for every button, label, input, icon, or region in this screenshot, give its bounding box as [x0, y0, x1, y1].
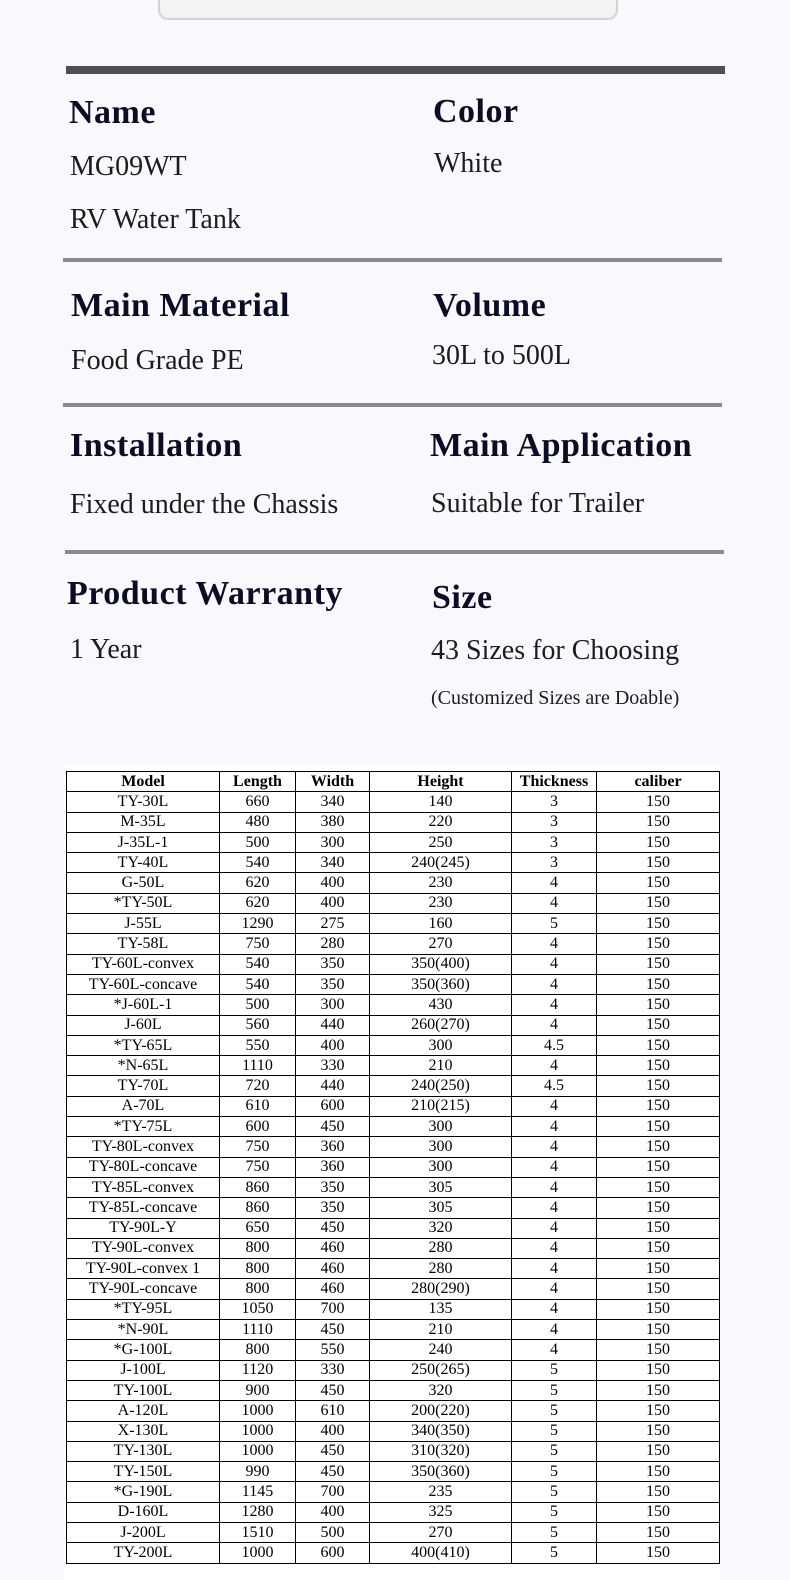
cell-height: 240(245): [370, 853, 512, 873]
column-header-height: Height: [370, 772, 512, 792]
cell-width: 275: [296, 914, 370, 934]
cell-caliber: 150: [597, 812, 720, 832]
cell-height: 240: [370, 1340, 512, 1360]
cell-width: 450: [296, 1218, 370, 1238]
cell-model: A-70L: [67, 1096, 220, 1116]
size-table: [66, 771, 720, 1564]
cell-model: *N-90L: [67, 1320, 220, 1340]
cell-width: 280: [296, 934, 370, 954]
cell-thickness: 4: [512, 1117, 597, 1137]
cell-thickness: 4: [512, 1096, 597, 1116]
cell-thickness: 5: [512, 1401, 597, 1421]
cell-model: J-200L: [67, 1522, 220, 1542]
cell-width: 460: [296, 1238, 370, 1258]
cell-thickness: 4: [512, 1279, 597, 1299]
cell-width: 500: [296, 1522, 370, 1542]
cell-model: TY-90L-Y: [67, 1218, 220, 1238]
cell-length: 500: [220, 995, 296, 1015]
divider: [65, 550, 724, 554]
cell-model: A-120L: [67, 1401, 220, 1421]
cell-caliber: 150: [597, 954, 720, 974]
cell-model: *TY-65L: [67, 1035, 220, 1055]
cell-length: 540: [220, 853, 296, 873]
table-row: [67, 1401, 720, 1421]
cell-height: 305: [370, 1198, 512, 1218]
table-row: [67, 1076, 720, 1096]
cell-length: 650: [220, 1218, 296, 1238]
cell-height: 135: [370, 1299, 512, 1319]
table-row: [67, 812, 720, 832]
cell-caliber: 150: [597, 1462, 720, 1482]
cell-thickness: 5: [512, 1502, 597, 1522]
table-row: [67, 974, 720, 994]
application-value: Suitable for Trailer: [431, 488, 645, 519]
cell-length: 1120: [220, 1360, 296, 1380]
cell-thickness: 5: [512, 1421, 597, 1441]
cell-length: 800: [220, 1279, 296, 1299]
table-row: [67, 934, 720, 954]
cell-model: TY-60L-concave: [67, 974, 220, 994]
cell-height: 235: [370, 1482, 512, 1502]
cell-height: 320: [370, 1380, 512, 1400]
cell-thickness: 5: [512, 1482, 597, 1502]
cell-caliber: 150: [597, 1401, 720, 1421]
table-row: [67, 1543, 720, 1563]
cell-height: 300: [370, 1117, 512, 1137]
cell-model: J-100L: [67, 1360, 220, 1380]
cell-model: TY-85L-convex: [67, 1177, 220, 1197]
cell-height: 240(250): [370, 1076, 512, 1096]
size-value: 43 Sizes for Choosing: [431, 635, 680, 666]
cell-caliber: 150: [597, 1360, 720, 1380]
product-image: [158, 0, 618, 20]
cell-length: 750: [220, 1137, 296, 1157]
cell-caliber: 150: [597, 792, 720, 812]
cell-caliber: 150: [597, 1441, 720, 1461]
name-model-value: MG09WT: [70, 151, 187, 182]
table-row: [67, 1360, 720, 1380]
table-row: [67, 1502, 720, 1522]
table-row: [67, 832, 720, 852]
cell-caliber: 150: [597, 1522, 720, 1542]
cell-thickness: 4: [512, 974, 597, 994]
cell-height: 250(265): [370, 1360, 512, 1380]
column-header-caliber: caliber: [597, 772, 720, 792]
cell-thickness: 5: [512, 1360, 597, 1380]
cell-width: 460: [296, 1259, 370, 1279]
cell-thickness: 4: [512, 954, 597, 974]
cell-height: 340(350): [370, 1421, 512, 1441]
cell-thickness: 4.5: [512, 1035, 597, 1055]
cell-model: *TY-95L: [67, 1299, 220, 1319]
cell-width: 360: [296, 1137, 370, 1157]
name-product-value: RV Water Tank: [70, 204, 241, 235]
cell-height: 400(410): [370, 1543, 512, 1563]
cell-caliber: 150: [597, 1380, 720, 1400]
cell-length: 480: [220, 812, 296, 832]
cell-width: 300: [296, 832, 370, 852]
cell-thickness: 4: [512, 1198, 597, 1218]
cell-width: 400: [296, 1035, 370, 1055]
cell-caliber: 150: [597, 1177, 720, 1197]
cell-caliber: 150: [597, 1543, 720, 1563]
cell-width: 600: [296, 1096, 370, 1116]
cell-caliber: 150: [597, 1299, 720, 1319]
cell-model: G-50L: [67, 873, 220, 893]
cell-model: J-35L-1: [67, 832, 220, 852]
cell-caliber: 150: [597, 1279, 720, 1299]
table-row: [67, 995, 720, 1015]
table-row: [67, 792, 720, 812]
cell-width: 400: [296, 893, 370, 913]
cell-thickness: 4: [512, 1218, 597, 1238]
cell-width: 600: [296, 1543, 370, 1563]
cell-thickness: 4: [512, 1056, 597, 1076]
cell-height: 300: [370, 1137, 512, 1157]
table-row: [67, 1198, 720, 1218]
cell-model: TY-130L: [67, 1441, 220, 1461]
cell-height: 270: [370, 1522, 512, 1542]
cell-caliber: 150: [597, 1421, 720, 1441]
cell-width: 330: [296, 1360, 370, 1380]
column-header-model: Model: [67, 772, 220, 792]
table-row: [67, 873, 720, 893]
cell-length: 620: [220, 893, 296, 913]
cell-length: 1050: [220, 1299, 296, 1319]
cell-caliber: 150: [597, 1259, 720, 1279]
cell-width: 340: [296, 792, 370, 812]
cell-model: TY-30L: [67, 792, 220, 812]
column-header-width: Width: [296, 772, 370, 792]
cell-model: D-160L: [67, 1502, 220, 1522]
cell-height: 280(290): [370, 1279, 512, 1299]
cell-height: 320: [370, 1218, 512, 1238]
color-label: Color: [433, 93, 519, 130]
table-row: [67, 1117, 720, 1137]
cell-width: 300: [296, 995, 370, 1015]
cell-width: 450: [296, 1462, 370, 1482]
cell-model: *TY-50L: [67, 893, 220, 913]
cell-length: 600: [220, 1117, 296, 1137]
cell-thickness: 4: [512, 1299, 597, 1319]
cell-caliber: 150: [597, 1056, 720, 1076]
cell-height: 280: [370, 1259, 512, 1279]
table-row: [67, 1522, 720, 1542]
cell-length: 1110: [220, 1320, 296, 1340]
cell-length: 610: [220, 1096, 296, 1116]
cell-model: *G-100L: [67, 1340, 220, 1360]
cell-width: 350: [296, 954, 370, 974]
table-row: [67, 954, 720, 974]
table-row: [67, 1462, 720, 1482]
cell-height: 350(360): [370, 974, 512, 994]
cell-caliber: 150: [597, 873, 720, 893]
cell-caliber: 150: [597, 1218, 720, 1238]
cell-thickness: 4: [512, 1238, 597, 1258]
cell-length: 550: [220, 1035, 296, 1055]
cell-length: 560: [220, 1015, 296, 1035]
cell-width: 550: [296, 1340, 370, 1360]
cell-height: 220: [370, 812, 512, 832]
cell-length: 540: [220, 974, 296, 994]
cell-height: 230: [370, 873, 512, 893]
cell-length: 900: [220, 1380, 296, 1400]
cell-thickness: 5: [512, 1441, 597, 1461]
divider: [63, 258, 722, 262]
cell-width: 350: [296, 974, 370, 994]
cell-caliber: 150: [597, 893, 720, 913]
cell-model: J-55L: [67, 914, 220, 934]
cell-thickness: 5: [512, 1543, 597, 1563]
cell-height: 200(220): [370, 1401, 512, 1421]
cell-caliber: 150: [597, 1035, 720, 1055]
cell-length: 1290: [220, 914, 296, 934]
cell-model: M-35L: [67, 812, 220, 832]
size-table-container: [64, 765, 720, 1580]
cell-height: 305: [370, 1177, 512, 1197]
table-row: [67, 1340, 720, 1360]
cell-caliber: 150: [597, 832, 720, 852]
cell-height: 270: [370, 934, 512, 954]
cell-length: 1000: [220, 1421, 296, 1441]
cell-width: 700: [296, 1482, 370, 1502]
cell-caliber: 150: [597, 1096, 720, 1116]
cell-thickness: 4: [512, 873, 597, 893]
cell-width: 700: [296, 1299, 370, 1319]
cell-width: 360: [296, 1157, 370, 1177]
cell-caliber: 150: [597, 1198, 720, 1218]
cell-width: 350: [296, 1177, 370, 1197]
cell-model: TY-80L-convex: [67, 1137, 220, 1157]
cell-model: TY-70L: [67, 1076, 220, 1096]
table-row: [67, 1380, 720, 1400]
table-row: [67, 914, 720, 934]
cell-height: 140: [370, 792, 512, 812]
cell-caliber: 150: [597, 1340, 720, 1360]
cell-caliber: 150: [597, 1157, 720, 1177]
cell-caliber: 150: [597, 1482, 720, 1502]
cell-length: 720: [220, 1076, 296, 1096]
cell-height: 210: [370, 1056, 512, 1076]
cell-length: 1000: [220, 1401, 296, 1421]
cell-length: 860: [220, 1177, 296, 1197]
cell-thickness: 4: [512, 1259, 597, 1279]
cell-thickness: 4: [512, 1340, 597, 1360]
cell-width: 400: [296, 1502, 370, 1522]
cell-length: 800: [220, 1259, 296, 1279]
table-row: [67, 893, 720, 913]
table-row: [67, 1218, 720, 1238]
table-header-row: [67, 772, 720, 792]
cell-model: J-60L: [67, 1015, 220, 1035]
cell-height: 260(270): [370, 1015, 512, 1035]
cell-height: 310(320): [370, 1441, 512, 1461]
cell-thickness: 5: [512, 914, 597, 934]
cell-width: 610: [296, 1401, 370, 1421]
cell-model: *J-60L-1: [67, 995, 220, 1015]
volume-label: Volume: [433, 287, 547, 324]
table-row: [67, 1096, 720, 1116]
cell-thickness: 3: [512, 792, 597, 812]
cell-length: 540: [220, 954, 296, 974]
table-row: [67, 1421, 720, 1441]
cell-height: 210: [370, 1320, 512, 1340]
installation-label: Installation: [70, 427, 243, 464]
cell-length: 620: [220, 873, 296, 893]
cell-thickness: 5: [512, 1522, 597, 1542]
cell-width: 460: [296, 1279, 370, 1299]
material-label: Main Material: [71, 287, 290, 324]
cell-thickness: 4: [512, 1177, 597, 1197]
table-row: [67, 1320, 720, 1340]
cell-thickness: 3: [512, 832, 597, 852]
cell-caliber: 150: [597, 1076, 720, 1096]
cell-caliber: 150: [597, 1137, 720, 1157]
cell-thickness: 4: [512, 1137, 597, 1157]
cell-caliber: 150: [597, 1117, 720, 1137]
cell-width: 400: [296, 873, 370, 893]
table-row: [67, 1056, 720, 1076]
cell-height: 325: [370, 1502, 512, 1522]
cell-caliber: 150: [597, 1238, 720, 1258]
cell-width: 450: [296, 1380, 370, 1400]
table-row: [67, 1177, 720, 1197]
cell-model: TY-40L: [67, 853, 220, 873]
cell-thickness: 5: [512, 1462, 597, 1482]
cell-model: TY-100L: [67, 1380, 220, 1400]
cell-model: TY-60L-convex: [67, 954, 220, 974]
cell-model: TY-58L: [67, 934, 220, 954]
cell-caliber: 150: [597, 995, 720, 1015]
top-divider: [66, 66, 725, 74]
cell-width: 400: [296, 1421, 370, 1441]
divider: [63, 403, 722, 407]
warranty-value: 1 Year: [70, 634, 142, 665]
cell-height: 250: [370, 832, 512, 852]
installation-value: Fixed under the Chassis: [70, 489, 339, 520]
table-row: [67, 1299, 720, 1319]
application-label: Main Application: [430, 427, 693, 464]
cell-height: 430: [370, 995, 512, 1015]
cell-caliber: 150: [597, 934, 720, 954]
cell-height: 230: [370, 893, 512, 913]
cell-width: 450: [296, 1441, 370, 1461]
cell-model: TY-200L: [67, 1543, 220, 1563]
table-row: [67, 1137, 720, 1157]
cell-width: 380: [296, 812, 370, 832]
size-label: Size: [432, 579, 493, 616]
cell-thickness: 4: [512, 934, 597, 954]
cell-caliber: 150: [597, 853, 720, 873]
cell-model: TY-90L-convex 1: [67, 1259, 220, 1279]
warranty-label: Product Warranty: [67, 575, 343, 612]
cell-height: 210(215): [370, 1096, 512, 1116]
table-row: [67, 1279, 720, 1299]
name-label: Name: [69, 94, 156, 131]
cell-model: TY-80L-concave: [67, 1157, 220, 1177]
cell-length: 1280: [220, 1502, 296, 1522]
color-value: White: [434, 148, 503, 179]
table-row: [67, 1238, 720, 1258]
cell-length: 1000: [220, 1543, 296, 1563]
cell-thickness: 4: [512, 995, 597, 1015]
cell-model: *N-65L: [67, 1056, 220, 1076]
cell-thickness: 4: [512, 893, 597, 913]
cell-width: 440: [296, 1076, 370, 1096]
cell-width: 330: [296, 1056, 370, 1076]
cell-thickness: 4: [512, 1157, 597, 1177]
cell-length: 660: [220, 792, 296, 812]
cell-height: 160: [370, 914, 512, 934]
cell-model: TY-150L: [67, 1462, 220, 1482]
cell-length: 800: [220, 1340, 296, 1360]
cell-length: 750: [220, 1157, 296, 1177]
cell-model: TY-90L-concave: [67, 1279, 220, 1299]
cell-length: 860: [220, 1198, 296, 1218]
cell-thickness: 4.5: [512, 1076, 597, 1096]
column-header-thickness: Thickness: [512, 772, 597, 792]
cell-caliber: 150: [597, 914, 720, 934]
cell-model: *TY-75L: [67, 1117, 220, 1137]
cell-caliber: 150: [597, 1320, 720, 1340]
cell-model: TY-85L-concave: [67, 1198, 220, 1218]
cell-width: 450: [296, 1117, 370, 1137]
cell-length: 750: [220, 934, 296, 954]
cell-length: 1000: [220, 1441, 296, 1461]
cell-width: 440: [296, 1015, 370, 1035]
table-row: [67, 1157, 720, 1177]
cell-thickness: 3: [512, 853, 597, 873]
cell-thickness: 3: [512, 812, 597, 832]
cell-height: 280: [370, 1238, 512, 1258]
cell-thickness: 4: [512, 1320, 597, 1340]
column-header-length: Length: [220, 772, 296, 792]
cell-width: 340: [296, 853, 370, 873]
table-row: [67, 1441, 720, 1461]
cell-caliber: 150: [597, 974, 720, 994]
cell-height: 350(400): [370, 954, 512, 974]
volume-value: 30L to 500L: [432, 340, 571, 371]
cell-length: 1110: [220, 1056, 296, 1076]
table-row: [67, 1482, 720, 1502]
cell-thickness: 4: [512, 1015, 597, 1035]
table-row: [67, 1259, 720, 1279]
cell-width: 350: [296, 1198, 370, 1218]
cell-height: 350(360): [370, 1462, 512, 1482]
cell-length: 800: [220, 1238, 296, 1258]
cell-length: 990: [220, 1462, 296, 1482]
cell-caliber: 150: [597, 1015, 720, 1035]
table-row: [67, 1015, 720, 1035]
cell-model: X-130L: [67, 1421, 220, 1441]
cell-thickness: 5: [512, 1380, 597, 1400]
cell-model: TY-90L-convex: [67, 1238, 220, 1258]
size-note: (Customized Sizes are Doable): [431, 687, 680, 709]
cell-caliber: 150: [597, 1502, 720, 1522]
cell-length: 1510: [220, 1522, 296, 1542]
cell-height: 300: [370, 1157, 512, 1177]
cell-length: 1145: [220, 1482, 296, 1502]
table-row: [67, 1035, 720, 1055]
cell-model: *G-190L: [67, 1482, 220, 1502]
cell-height: 300: [370, 1035, 512, 1055]
cell-width: 450: [296, 1320, 370, 1340]
cell-length: 500: [220, 832, 296, 852]
table-row: [67, 853, 720, 873]
material-value: Food Grade PE: [71, 345, 244, 376]
